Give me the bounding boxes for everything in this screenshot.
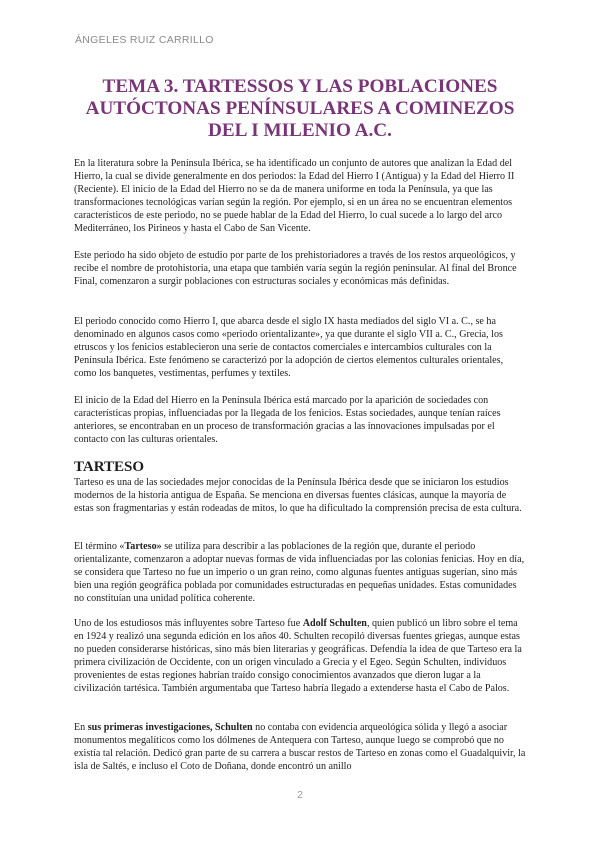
paragraph-8-start: En [74, 722, 88, 733]
paragraph-7-rest: , quien publicó un libro sobre el tema en 1924 y realizó una segunda edición en los años 40. Schulten recopiló diversas fuentes griegas, aunque estas no pueden considerarse históricas, sino más bien literarias y geográficas. Defendía la idea de que Tarteso era la primera civilización de Occidente, con un origen vinculado a Grecia y el Egeo. Según Schulten, individuos provenientes de estas regiones habrían traído consigo conocimientos avanzados que dieron lugar a la civilización tartésica. También argumentaba que Tarteso habría llegado a extenderse hasta el Cabo de Palos. [74, 618, 522, 694]
paragraph-8 [74, 722, 526, 774]
term-tarteso: Tarteso» [124, 541, 162, 552]
paragraph-4: El inicio de la Edad del Hierro en la Península Ibérica está marcado por la aparición de sociedades con características propias, influenciadas por la llegada de los fenicios. Estas sociedades, aunque tenían raíces anteriores, se encontraban en un proceso de transformación gracias a las innovaciones impulsadas por el contacto con las culturas orientales. [74, 395, 501, 445]
name-adolf-schulten: Adolf Schulten [302, 618, 367, 629]
paragraph-7-start: Uno de los estudiosos más influyentes sobre Tarteso fue [74, 618, 303, 629]
paragraph-2: Este periodo ha sido objeto de estudio por parte de los prehistoriadores a través de los restos arqueológicos, y recibe el nombre de protohistoria, una etapa que también varía según la región peninsular. Al final del Bronce Final, comenzaron a surgir poblaciones con estructuras sociales y económicas más definidas. [74, 250, 517, 287]
paragraph-7 [74, 618, 526, 695]
page-number: 2 [297, 789, 303, 801]
bold-first-investigations: sus primeras investigaciones, Schulten [87, 722, 253, 733]
paragraph-1: En la literatura sobre la Península Ibérica, se ha identificado un conjunto de autores que analizan la Edad del Hierro, la cual se divide generalmente en dos periodos: la Edad del Hierro I (Antigua) y la Edad del Hierro II (Reciente). El inicio de la Edad del Hierro no se da de manera uniforme en toda la Península, ya que las transformaciones tecnológicas varían según la región. Por ejemplo, si en un área no se encuentran elementos característicos de este periodo, no se puede hablar de la Edad del Hierro, lo cual sucede a lo largo del arco Mediterráneo, los Pirineos y hasta el Cabo de San Vicente. [74, 158, 515, 234]
paragraph-5: Tarteso es una de las sociedades mejor conocidas de la Península Ibérica desde que se iniciaron los estudios modernos de la historia antigua de España. Se menciona en diversas fuentes clásicas, aunque la mayoría de estas son fragmentarias y están rodeadas de mitos, lo que ha dificultado la comprensión precisa de esta cultura. [74, 477, 522, 514]
chapter-title: TEMA 3. TARTESSOS Y LAS POBLACIONES AUTÓCTONAS PENÍNSULARES A COMINEZOS DEL I MILENIO A.C. [85, 76, 515, 141]
paragraph-3: El periodo conocido como Hierro I, que abarca desde el siglo IX hasta mediados del siglo VI a. C., se ha denominado en algunos casos como «periodo orientalizante», ya que durante el siglo VII a. C., Grecia, los etruscos y los fenicios establecieron una serie de contactos comerciales e intercambios culturales con la Península Ibérica. Este fenómeno se caracterizó por la adopción de ciertos elementos culturales orientales, como los banquetes, vestimentas, perfumes y textiles. [74, 316, 504, 379]
paragraph-8-rest: no contaba con evidencia arqueológica sólida y llegó a asociar monumentos megalíticos como los dólmenes de Antequera con Tarteso, aunque luego se comprobó que no existía tal relación. Dedicó gran parte de su carrera a buscar restos de Tarteso en zonas como el Guadalquivir, la isla de Saltés, e incluso el Coto de Doñana, donde encontró un anillo [74, 722, 526, 772]
running-head: ÁNGELES RUIZ CARRILLO [75, 34, 214, 46]
paragraph-6 [74, 541, 526, 606]
paragraph-6-rest: se utiliza para describir a las poblaciones de la región que, durante el periodo orientalizante, comenzaron a adoptar nuevas formas de vida influenciadas por las colonias fenicias. Hoy en día, se considera que Tarteso no fue un imperio o un gran reino, como algunas fuentes antiguas sugerían, sino más bien una región geográfica poblada por comunidades estructuradas en pequeñas unidades. Estas comunidades no constituían una unidad política coherente. [74, 541, 525, 604]
paragraph-6-start: El término « [74, 541, 125, 552]
section-heading-tarteso: TARTESO [74, 459, 145, 475]
